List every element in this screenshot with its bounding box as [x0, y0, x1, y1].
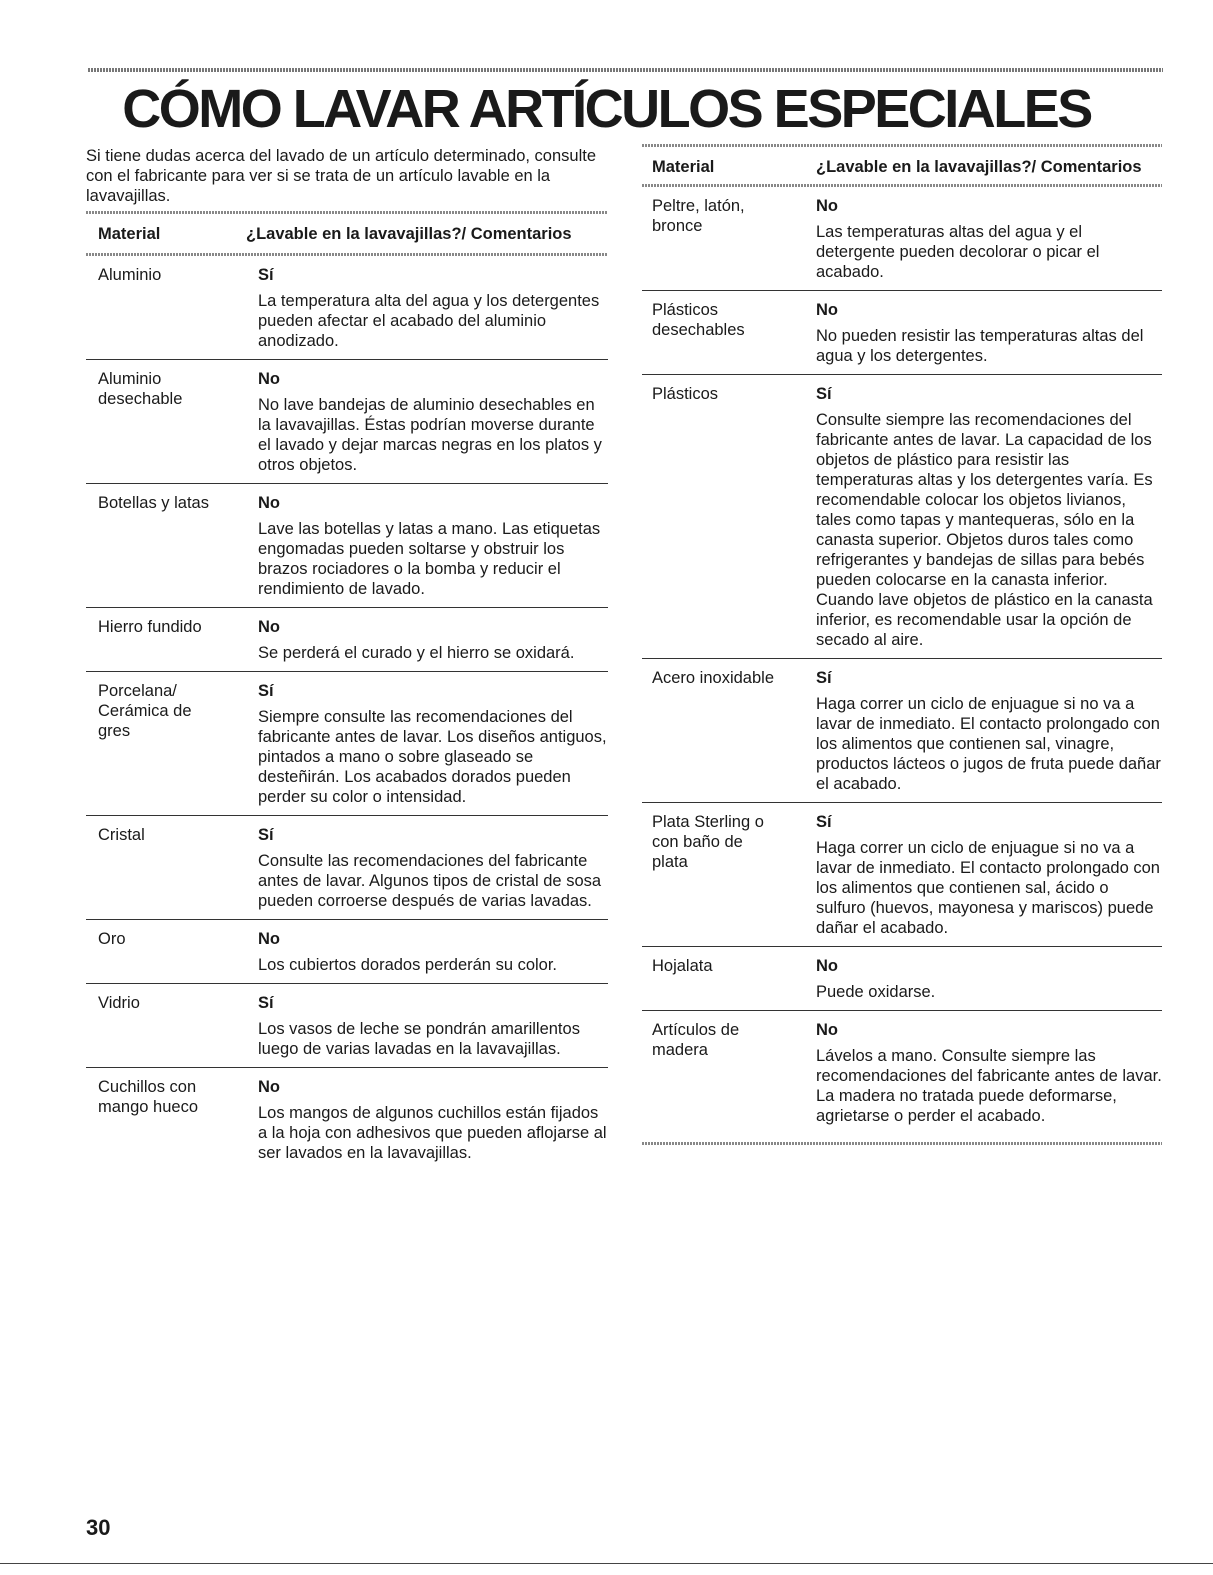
header-material: Material — [652, 158, 715, 176]
right-table-body — [642, 187, 1162, 1134]
material-details — [816, 384, 1162, 650]
material-comment: Los vasos de leche se pondrán amarillentos luego de varias lavadas en la lavavajillas. — [258, 1020, 580, 1058]
material-comment: Haga correr un ciclo de enjuague si no va a lavar de inmediato. El contacto prolongado con los alimentos que contienen sal, ácido o sulfuro (huevos, mayonesa y mariscos) puede dañar el acabado. — [816, 839, 1160, 937]
material-details — [816, 812, 1162, 938]
material-comment: Las temperaturas altas del agua y el detergente pueden decolorar o picar el acabado. — [816, 223, 1100, 281]
material-name: Plásticos — [652, 385, 719, 403]
dishwasher-safe-verdict: No — [258, 494, 280, 512]
table-header-right — [642, 144, 1162, 187]
top-dotted-rule — [88, 68, 1163, 72]
material-name: Oro — [98, 930, 126, 948]
material-name: Porcelana/ Cerámica de gres — [98, 682, 192, 740]
table-row — [642, 291, 1162, 375]
left-column — [86, 144, 608, 1171]
table-row — [86, 1068, 608, 1171]
page-title: CÓMO LAVAR ARTÍCULOS ESPECIALES — [122, 79, 1091, 139]
dishwasher-safe-verdict: No — [258, 370, 280, 388]
material-comment: No pueden resistir las temperaturas altas del agua y los detergentes. — [816, 327, 1144, 365]
material-comment: Consulte las recomendaciones del fabricante antes de lavar. Algunos tipos de cristal de sosa pueden corroerse después de varias lavadas. — [258, 852, 602, 910]
material-details — [816, 196, 1162, 282]
material-details — [258, 929, 608, 975]
dishwasher-safe-verdict: No — [816, 301, 838, 319]
dishwasher-safe-verdict: Sí — [258, 826, 274, 844]
table-row — [86, 816, 608, 920]
dishwasher-safe-verdict: Sí — [816, 385, 832, 403]
material-comment: La temperatura alta del agua y los detergentes pueden afectar el acabado del aluminio anodizado. — [258, 292, 600, 350]
table-row — [86, 484, 608, 608]
right-column — [642, 144, 1162, 1145]
material-name: Hierro fundido — [98, 618, 202, 636]
table-row — [86, 920, 608, 984]
dishwasher-safe-verdict: No — [816, 1021, 838, 1039]
material-name: Plásticos desechables — [652, 301, 745, 339]
table-row — [642, 187, 1162, 291]
dishwasher-safe-verdict: No — [258, 618, 280, 636]
header-material: Material — [98, 225, 161, 243]
material-name: Aluminio desechable — [98, 370, 183, 408]
dishwasher-safe-verdict: Sí — [258, 266, 274, 284]
table-row — [642, 803, 1162, 947]
material-comment: Se perderá el curado y el hierro se oxidará. — [258, 644, 575, 662]
material-name: Vidrio — [98, 994, 140, 1012]
material-comment: Los cubiertos dorados perderán su color. — [258, 956, 558, 974]
material-comment: No lave bandejas de aluminio desechables en la lavavajillas. Éstas podrían moverse durante el lavado y dejar marcas negras en los platos y otros objetos. — [258, 396, 602, 474]
material-details — [816, 1020, 1162, 1126]
material-details — [258, 825, 608, 911]
material-details — [258, 993, 608, 1059]
material-details — [258, 369, 608, 475]
table-end-dotted-rule — [642, 1142, 1162, 1145]
dishwasher-safe-verdict: No — [258, 1078, 280, 1096]
material-details — [816, 300, 1162, 366]
material-name: Aluminio — [98, 266, 162, 284]
material-comment: Lave las botellas y latas a mano. Las etiquetas engomadas pueden soltarse y obstruir los brazos rociadores o la bomba y reducir el rendimiento de lavado. — [258, 520, 601, 598]
material-comment: Puede oxidarse. — [816, 983, 936, 1001]
material-comment: Haga correr un ciclo de enjuague si no va a lavar de inmediato. El contacto prolongado con los alimentos que contienen sal, vinagre, productos lácteos o jugos de fruta puede dañar el acabado. — [816, 695, 1161, 793]
material-details — [258, 493, 608, 599]
table-header-left — [86, 217, 608, 256]
table-row — [642, 659, 1162, 803]
page-number: 30 — [86, 1515, 111, 1540]
table-row — [642, 947, 1162, 1011]
footer-rule — [0, 1563, 1213, 1564]
dishwasher-safe-verdict: Sí — [258, 994, 274, 1012]
material-details — [258, 1077, 608, 1163]
intro-paragraph: Si tiene dudas acerca del lavado de un artículo determinado, consulte con el fabricante para ver si se trata de un artículo lavable en la lavavajillas. — [86, 146, 608, 217]
table-row — [86, 984, 608, 1068]
material-comment: Los mangos de algunos cuchillos están fijados a la hoja con adhesivos que pueden aflojarse al ser lavados en la lavavajillas. — [258, 1104, 607, 1162]
header-comment: ¿Lavable en la lavavajillas?/ Comentarios — [246, 225, 572, 243]
material-comment: Lávelos a mano. Consulte siempre las recomendaciones del fabricante antes de lavar. La madera no tratada puede deformarse, agrietarse o perder el acabado. — [816, 1047, 1162, 1125]
material-name: Peltre, latón, bronce — [652, 197, 745, 235]
dishwasher-safe-verdict: Sí — [816, 813, 832, 831]
material-details — [816, 956, 1162, 1002]
table-row — [642, 375, 1162, 659]
material-name: Hojalata — [652, 957, 713, 975]
material-details — [816, 668, 1162, 794]
dishwasher-safe-verdict: No — [258, 930, 280, 948]
table-row — [642, 1011, 1162, 1134]
left-table-body — [86, 256, 608, 1171]
material-name: Acero inoxidable — [652, 669, 774, 687]
table-row — [86, 672, 608, 816]
material-details — [258, 265, 608, 351]
material-details — [258, 617, 608, 663]
table-row — [86, 360, 608, 484]
material-name: Plata Sterling o con baño de plata — [652, 813, 764, 871]
material-comment: Siempre consulte las recomendaciones del fabricante antes de lavar. Los diseños antiguos, pintados a mano o sobre glaseado se desteñirán. Los acabados dorados pueden perder su color o intensidad. — [258, 708, 607, 806]
dishwasher-safe-verdict: Sí — [258, 682, 274, 700]
material-name: Artículos de madera — [652, 1021, 740, 1059]
dishwasher-safe-verdict: Sí — [816, 669, 832, 687]
table-row — [86, 256, 608, 360]
dishwasher-safe-verdict: No — [816, 957, 838, 975]
header-comment: ¿Lavable en la lavavajillas?/ Comentarios — [816, 158, 1142, 176]
material-name: Botellas y latas — [98, 494, 209, 512]
material-comment: Consulte siempre las recomendaciones del fabricante antes de lavar. La capacidad de los objetos de plástico para resistir las temperaturas altas y los detergentes varía. Es recomendable colocar los objetos livianos, tales como tapas y mantequeras, sólo en la canasta superior. Objetos duros tales como refrigerantes y bandejas de sillas para bebés pueden colocarse en la canasta inferior. Cuando lave objetos de plástico en la canasta inferior, es recomendable usar la opción de secado al aire. — [816, 411, 1153, 649]
material-name: Cristal — [98, 826, 145, 844]
material-name: Cuchillos con mango hueco — [98, 1078, 198, 1116]
table-row — [86, 608, 608, 672]
material-details — [258, 681, 608, 807]
dishwasher-safe-verdict: No — [816, 197, 838, 215]
